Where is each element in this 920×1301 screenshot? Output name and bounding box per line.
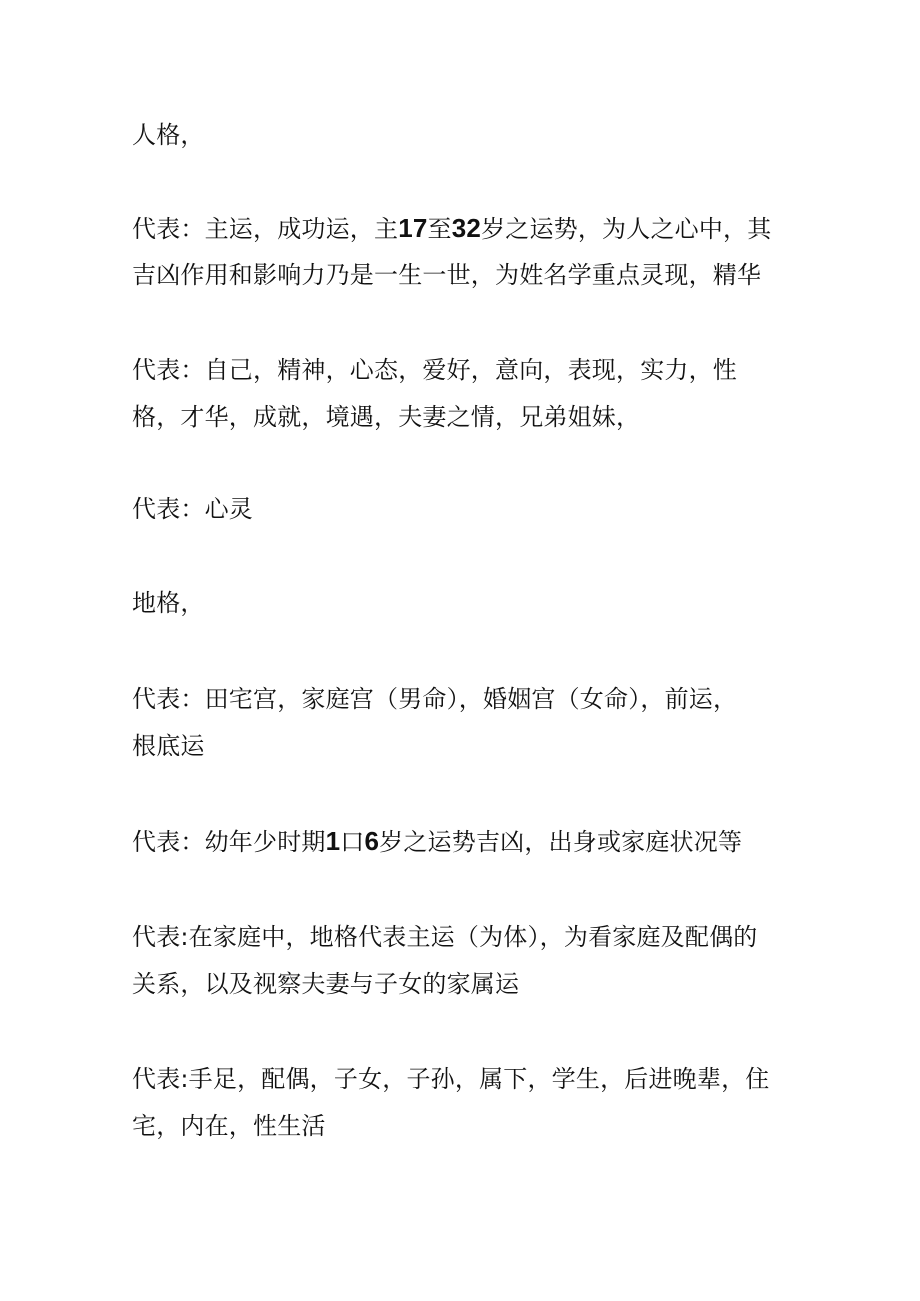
text-run: 代表：幼年少时期 [132, 828, 326, 856]
text-run: 岁之运势，为人之心中，其 [481, 215, 772, 243]
bold-number: 32 [451, 213, 482, 243]
text-run: 吉凶作用和影响力乃是一生一世，为姓名学重点灵现，精华 [132, 261, 762, 289]
text-run: 关系，以及视察夫妻与子女的家属运 [132, 970, 520, 998]
text-run: 代表：自己，精神，心态，爱好，意向，表现，实力，性 [132, 356, 737, 384]
text-line [132, 961, 812, 1008]
paragraph-5 [132, 580, 812, 627]
text-line [132, 818, 812, 865]
text-run: 至 [427, 215, 452, 243]
paragraph-4 [132, 486, 812, 533]
text-run: 代表：主运，成功运，主 [132, 215, 399, 243]
paragraph-7 [132, 818, 812, 865]
text-line [132, 252, 812, 299]
paragraph-9 [132, 1056, 812, 1150]
text-line [132, 914, 812, 961]
bold-number: 17 [398, 213, 428, 243]
text-line [132, 676, 812, 723]
text-run: 岁之运势吉凶，出身或家庭状况等 [379, 828, 743, 856]
text-line [132, 1056, 812, 1103]
text-run: 代表：心灵 [132, 495, 253, 523]
text-run: 格，才华，成就，境遇，夫妻之情，兄弟姐妹， [132, 403, 641, 431]
text-run: 代表:手足，配偶，子女，子孙，属下，学生，后进晚辈，住 [132, 1065, 770, 1093]
text-run: 根底运 [132, 732, 205, 760]
text-line [132, 1103, 812, 1150]
text-run: 宅，内在，性生活 [132, 1112, 326, 1140]
text-line [132, 486, 812, 533]
text-run: 代表:在家庭中，地格代表主运（为体），为看家庭及配偶的 [132, 923, 758, 951]
text-run: 人格， [132, 121, 205, 149]
text-run: 口 [340, 828, 365, 856]
text-line [132, 347, 812, 394]
text-run: 代表：田宅宫，家庭宫（男命），婚姻宫（女命），前运， [132, 685, 738, 713]
text-line [132, 205, 812, 252]
paragraph-8 [132, 914, 812, 1008]
paragraph-1 [132, 112, 812, 159]
bold-number: 6 [364, 826, 380, 856]
bold-number: 1 [325, 826, 341, 856]
text-run: 地格， [132, 589, 205, 617]
text-line [132, 394, 812, 441]
paragraph-3 [132, 347, 812, 441]
paragraph-6 [132, 676, 812, 770]
paragraph-2 [132, 205, 812, 299]
text-line [132, 723, 812, 770]
text-line [132, 580, 812, 627]
text-line [132, 112, 812, 159]
